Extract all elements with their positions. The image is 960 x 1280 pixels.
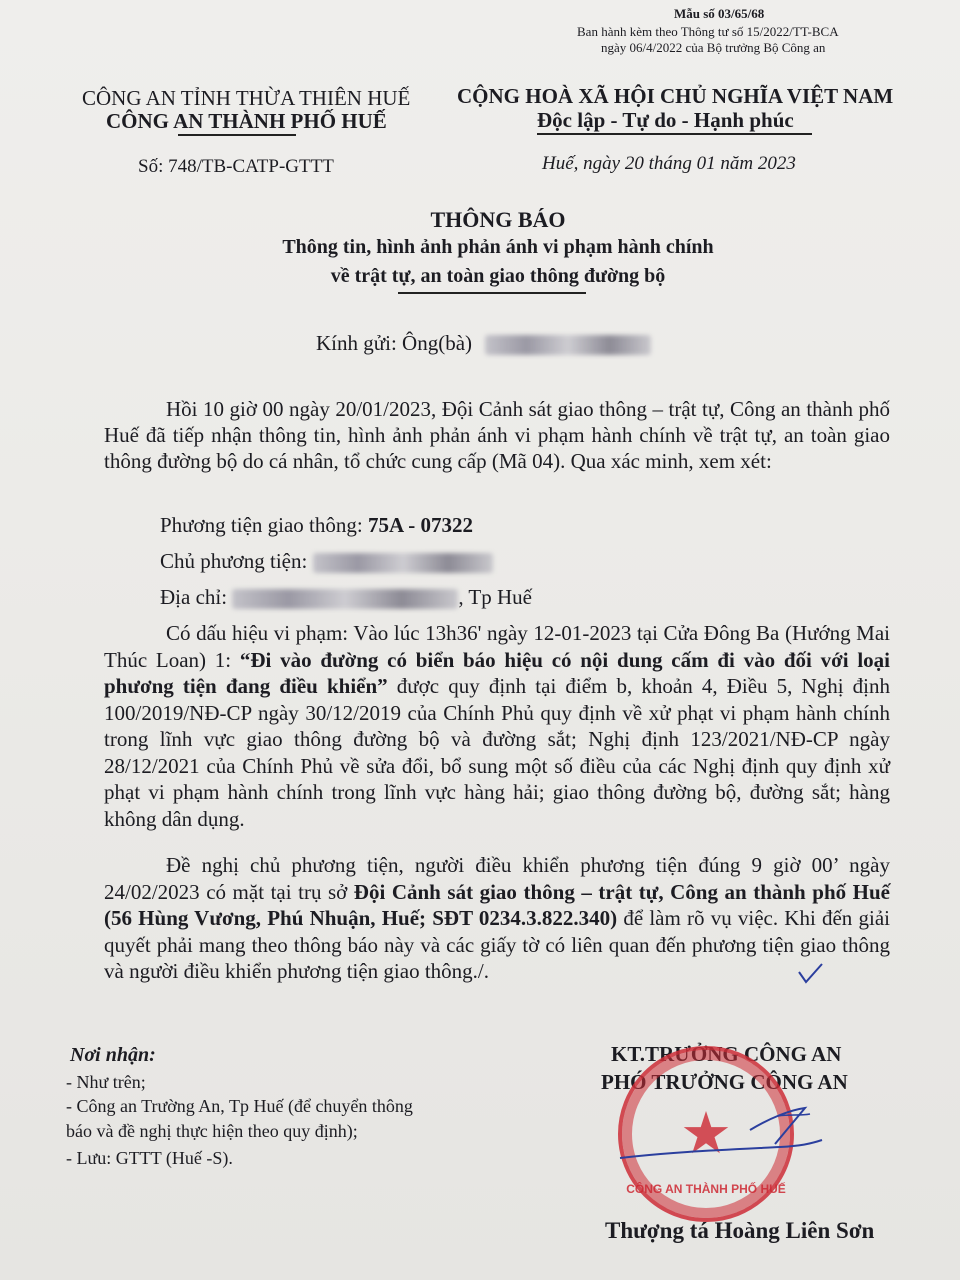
recipient-line bbox=[316, 330, 651, 356]
check-mark-icon bbox=[796, 962, 826, 988]
recipients-item-1: - Như trên; bbox=[66, 1072, 146, 1092]
form-note-line1: Ban hành kèm theo Thông tư số 15/2022/TT-BCA bbox=[577, 24, 839, 39]
nation-title: CỘNG HOÀ XÃ HỘI CHỦ NGHĨA VIỆT NAM bbox=[457, 84, 894, 108]
stamp-text: CÔNG AN THÀNH PHỐ HUẾ bbox=[626, 1182, 786, 1196]
document-subtitle-2: về trật tự, an toàn giao thông đường bộ bbox=[330, 265, 666, 287]
motto-underline bbox=[537, 133, 812, 135]
form-number: Mẫu số 03/65/68 bbox=[674, 6, 765, 21]
signature-title-1: KT.TRƯỞNG CÔNG AN bbox=[611, 1042, 842, 1066]
violation-intro: Có dấu hiệu vi phạm: Vào lúc 13h36' ngày 12-01-2023 tại Cửa Đông Ba (Hướng Mai Thúc Loan) 1: bbox=[104, 621, 890, 672]
license-plate: 75A - 07322 bbox=[367, 513, 473, 537]
document-number: Số: 748/TB-CATP-GTTT bbox=[138, 156, 334, 177]
request-intro: Đề nghị chủ phương tiện, người điều khiển phương tiện đúng 9 giờ 00’ ngày 24/02/2023 có mặt tại trụ sở bbox=[104, 853, 890, 904]
vehicle-label: Phương tiện giao thông: bbox=[160, 513, 368, 537]
nation-motto: Độc lập - Tự do - Hạnh phúc bbox=[537, 108, 794, 132]
recipients-title: Nơi nhận: bbox=[70, 1044, 156, 1066]
handwritten-signature bbox=[600, 1100, 860, 1180]
document-title: THÔNG BÁO bbox=[430, 207, 566, 232]
form-note-line2: ngày 06/4/2022 của Bộ trưởng Bộ Công an bbox=[601, 40, 826, 55]
owner-line bbox=[160, 548, 493, 574]
document-date: Huế, ngày 20 tháng 01 năm 2023 bbox=[542, 153, 796, 174]
violation-paragraph bbox=[104, 620, 890, 832]
address-city: , Tp Huế bbox=[458, 585, 532, 609]
owner-label: Chủ phương tiện: bbox=[160, 549, 313, 573]
recipient-label: Kính gửi: Ông(bà) bbox=[316, 331, 473, 355]
signer-name: Thượng tá Hoàng Liên Sơn bbox=[605, 1218, 875, 1243]
address-line bbox=[160, 584, 532, 610]
agency-parent: CÔNG AN TỈNH THỪA THIÊN HUẾ bbox=[82, 86, 411, 110]
title-underline bbox=[398, 292, 586, 294]
intro-paragraph: Hồi 10 giờ 00 ngày 20/01/2023, Đội Cảnh sát giao thông – trật tự, Công an thành phố Huế đã tiếp nhận thông tin, hình ảnh phản ánh vi phạm hành chính về trật tự, an toàn giao thông đường bộ do cá nhân, tổ chức cung cấp (Mã 04). Qua xác minh, xem xét: bbox=[104, 397, 890, 473]
recipients-item-2a: - Công an Trường An, Tp Huế (để chuyển thông bbox=[66, 1096, 413, 1116]
agency-underline bbox=[178, 134, 296, 136]
recipients-item-3: - Lưu: GTTT (Huế -S). bbox=[66, 1148, 233, 1168]
redacted-owner-name bbox=[313, 553, 493, 573]
stamp-star-icon: ★ bbox=[680, 1101, 732, 1166]
redacted-address bbox=[232, 589, 458, 609]
agency-name: CÔNG AN THÀNH PHỐ HUẾ bbox=[106, 109, 387, 133]
violation-description: “Đi vào đường có biển báo hiệu có nội dung cấm đi vào đối với loại phương tiện đang điều khiển” bbox=[104, 647, 890, 698]
recipients-item-2b: báo và đề nghị thực hiện theo quy định); bbox=[66, 1121, 358, 1141]
request-paragraph bbox=[104, 852, 890, 985]
vehicle-line bbox=[160, 512, 473, 538]
violation-legal-basis: được quy định tại điểm b, khoản 4, Điều 5, Nghị định 100/2019/NĐ-CP ngày 30/12/2019 của Chính Phủ quy định về xử phạt vi phạm hành chính trong lĩnh vực giao thông đường bộ và đường sắt; Nghị định 123/2021/NĐ-CP ngày 28/12/2021 của Chính Phủ về sửa đổi, bổ sung một số điều của các Nghị định quy định xử phạt vi phạm hành chính trong lĩnh vực hàng hải; giao thông đường bộ, đường sắt; hàng không dân dụng. bbox=[104, 674, 890, 831]
redacted-recipient-name bbox=[485, 335, 651, 355]
signature-title-2: PHÓ TRƯỞNG CÔNG AN bbox=[601, 1070, 848, 1094]
address-label: Địa chỉ: bbox=[160, 585, 233, 609]
request-office: Đội Cảnh sát giao thông – trật tự, Công an thành phố Huế (56 Hùng Vương, Phú Nhuận, Huế; SĐT 0234.3.822.340) bbox=[104, 879, 890, 930]
document-subtitle-1: Thông tin, hình ảnh phản ánh vi phạm hành chính bbox=[282, 236, 714, 258]
request-rest: để làm rõ vụ việc. Khi đến giải quyết phải mang theo thông báo này và các giấy tờ có liên quan đến phương tiện giao thông và người điều khiển phương tiện giao thông./. bbox=[104, 906, 890, 983]
